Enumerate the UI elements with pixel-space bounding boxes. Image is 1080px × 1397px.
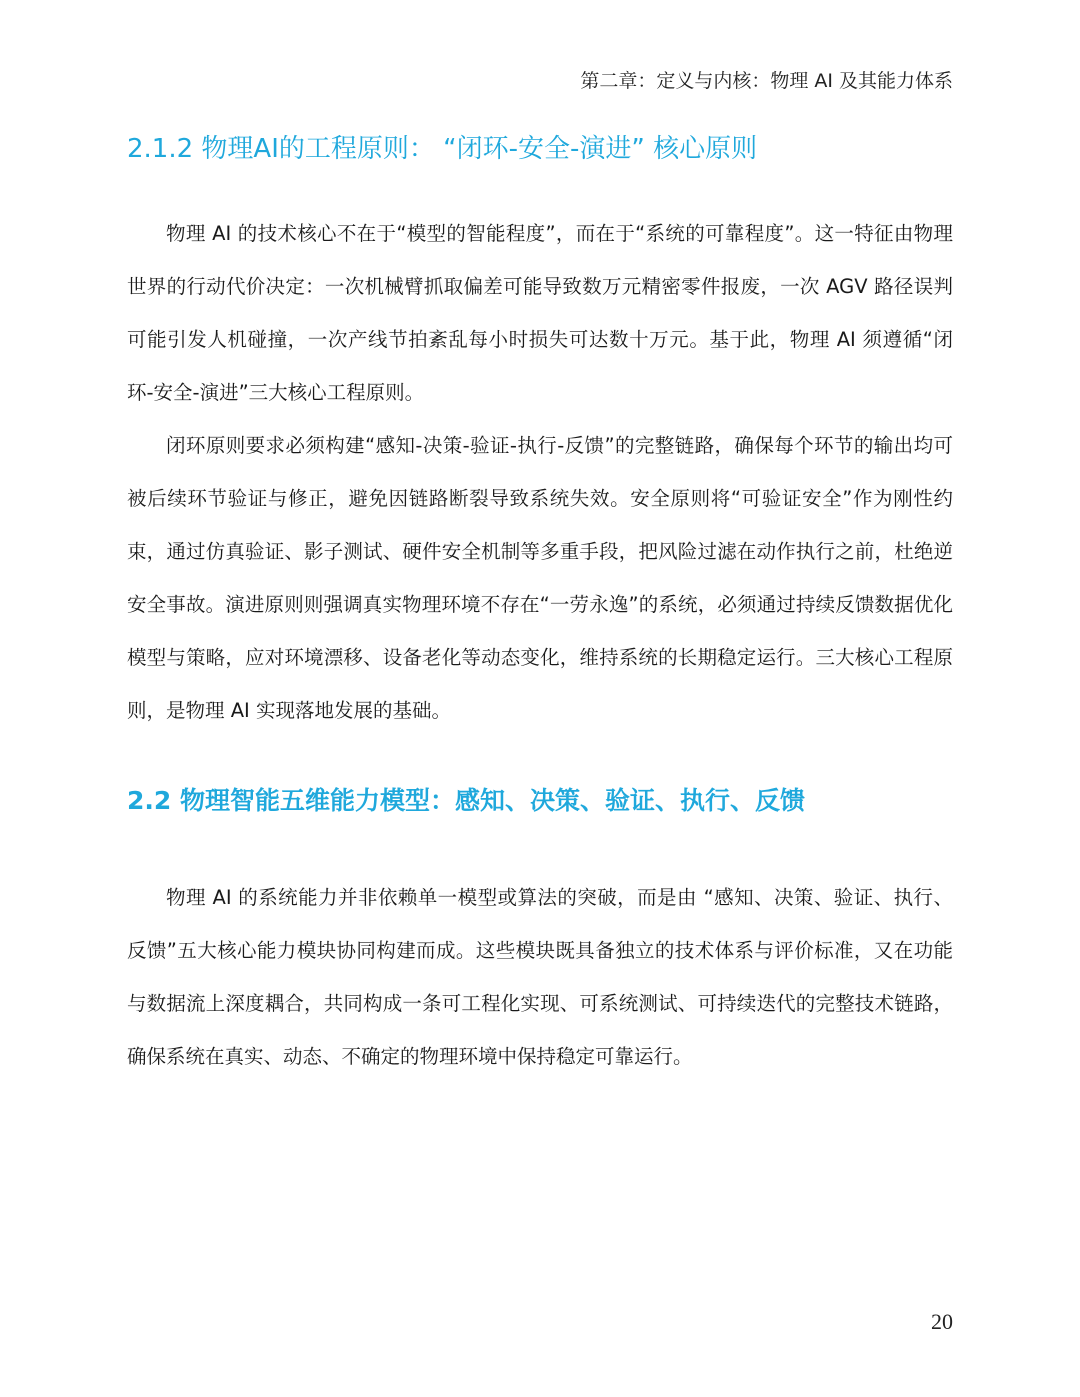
running-header: 第二章：定义与内核：物理 AI 及其能力体系 (580, 70, 953, 92)
paragraph-three-principles: 闭环原则要求必须构建“感知-决策-验证-执行-反馈”的完整链路，确保每个环节的输出均可被后续环节验证与修正，避免因链路断裂导致系统失效。安全原则将“可验证安全”作为刚性约束，通过仿真验证、影子测试、硬件安全机制等多重手段，把风险过滤在动作执行之前，杜绝逆安全事故。演进原则则强调真实物理环境不存在“一劳永逸”的系统，必须通过持续反馈数据优化模型与策略，应对环境漂移、设备老化等动态变化，维持系统的长期稳定运行。三大核心工程原则，是物理 AI 实现落地发展的基础。 (127, 434, 953, 722)
page-number: 20 (931, 1309, 953, 1334)
paragraph-reliability: 物理 AI 的技术核心不在于“模型的智能程度”，而在于“系统的可靠程度”。这一特征由物理世界的行动代价决定：一次机械臂抓取偏差可能导致数万元精密零件报废，一次 AGV 路径误判可能引发人机碰撞，一次产线节拍紊乱每小时损失可达数十万元。基于此，物理 AI 须遵循“闭环-安全-演进”三大核心工程原则。 (127, 222, 953, 404)
section-title-2-1-2: 2.1.2 物理AI的工程原则： “闭环-安全-演进” 核心原则 (127, 134, 758, 164)
paragraph-five-dimension-model: 物理 AI 的系统能力并非依赖单一模型或算法的突破，而是由 “感知、决策、验证、执行、反馈”五大核心能力模块协同构建而成。这些模块既具备独立的技术体系与评价标准，又在功能与数据流上深度耦合，共同构成一条可工程化实现、可系统测试、可持续迭代的完整技术链路，确保系统在真实、动态、不确定的物理环境中保持稳定可靠运行。 (127, 886, 953, 1068)
section-title-2-2: 2.2 物理智能五维能力模型：感知、决策、验证、执行、反馈 (127, 786, 805, 815)
